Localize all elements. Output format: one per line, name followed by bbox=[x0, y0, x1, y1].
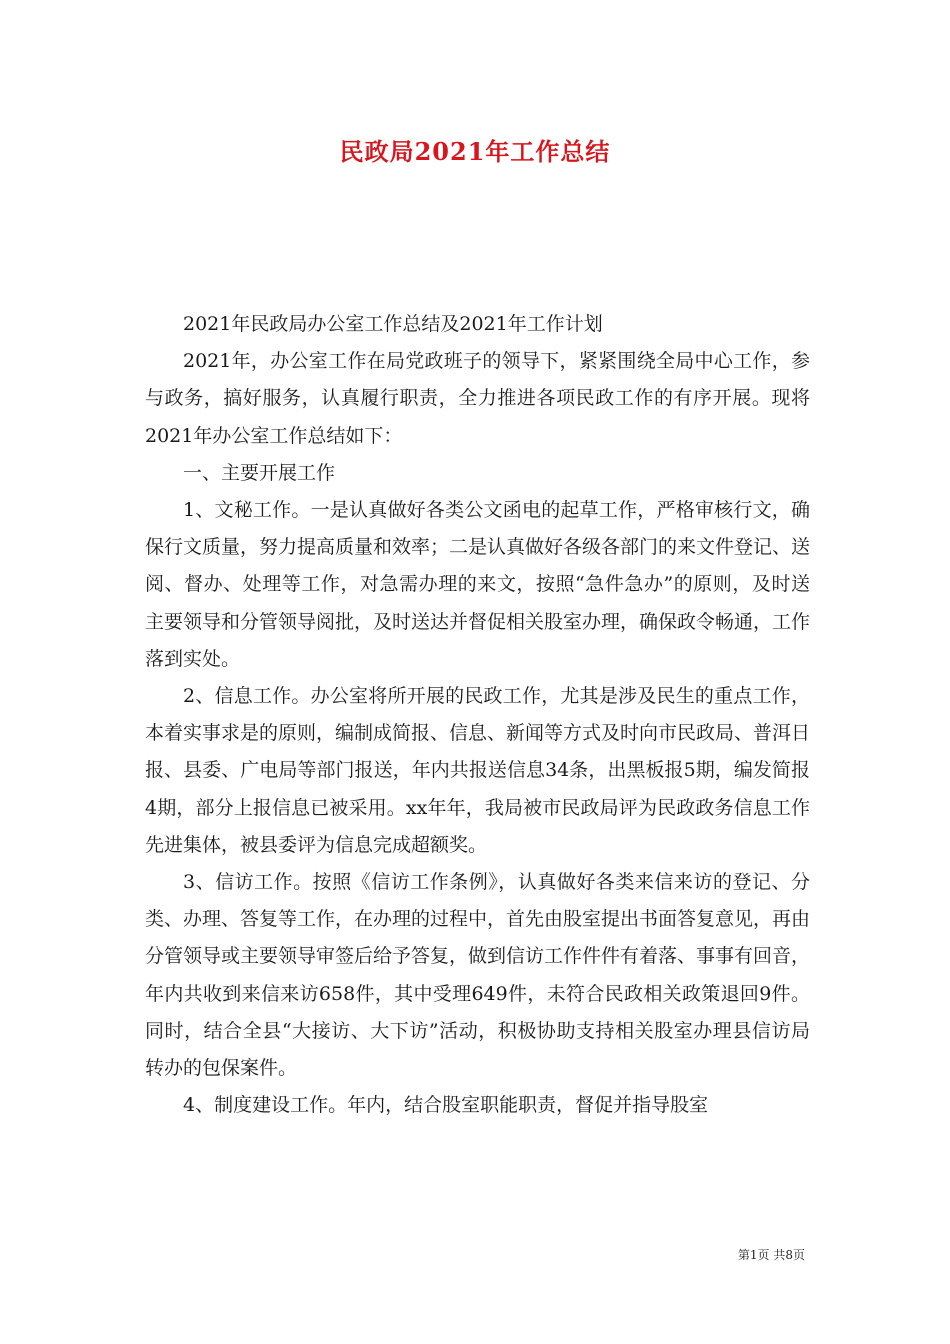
paragraph-intro: 2021年，办公室工作在局党政班子的领导下，紧紧围绕全局中心工作，参与政务，搞好服务，认真履行职责，全力推进各项民政工作的有序开展。现将2021年办公室工作总结如下： bbox=[145, 350, 810, 447]
paragraph-system-building: 4、制度建设工作。年内，结合股室职能职责，督促并指导股室 bbox=[183, 1094, 709, 1117]
paragraph-subtitle: 2021年民政局办公室工作总结及2021年工作计划 bbox=[183, 313, 603, 335]
document-title: 民政局2021年工作总结 bbox=[339, 137, 611, 166]
paragraph-secretarial: 1、文秘工作。一是认真做好各类公文函电的起草工作，严格审核行文，确保行文质量，努力提高质量和效率；二是认真做好各级各部门的来文件登记、送阅、督办、处理等工作，对急需办理的来文，按照“急件急办”的原则，及时送主要领导和分管领导阅批，及时送达并督促相关股室办理，确保政令畅通，工作落到实处。 bbox=[145, 499, 811, 670]
section-heading-main-work: 一、主要开展工作 bbox=[183, 461, 336, 484]
paragraph-information: 2、信息工作。办公室将所开展的民政工作，尤其是涉及民生的重点工作，本着实事求是的原则，编制成简报、信息、新闻等方式及时向市民政局、普洱日报、县委、广电局等部门报送，年内共报送信息34条，出黑板报5期，编发简报4期，部分上报信息已被采用。xx年年，我局被市民政局评为民政政务信息工作先进集体，被县委评为信息完成超额奖。 bbox=[145, 685, 811, 856]
paragraph-petition: 3、信访工作。按照《信访工作条例》，认真做好各类来信来访的登记、分类、办理、答复等工作，在办理的过程中，首先由股室提出书面答复意见，再由分管领导或主要领导审签后给予答复，做到信访工作件件有着落、事事有回音，年内共收到来信来访658件，其中受理649件，未符合民政相关政策退回9件。同时，结合全县“大接访、大下访”活动，积极协助支持相关股室办理县信访局转办的包保案件。 bbox=[145, 871, 811, 1080]
document-body bbox=[145, 306, 810, 1124]
page-number: 第1页 共8页 bbox=[737, 1248, 805, 1262]
